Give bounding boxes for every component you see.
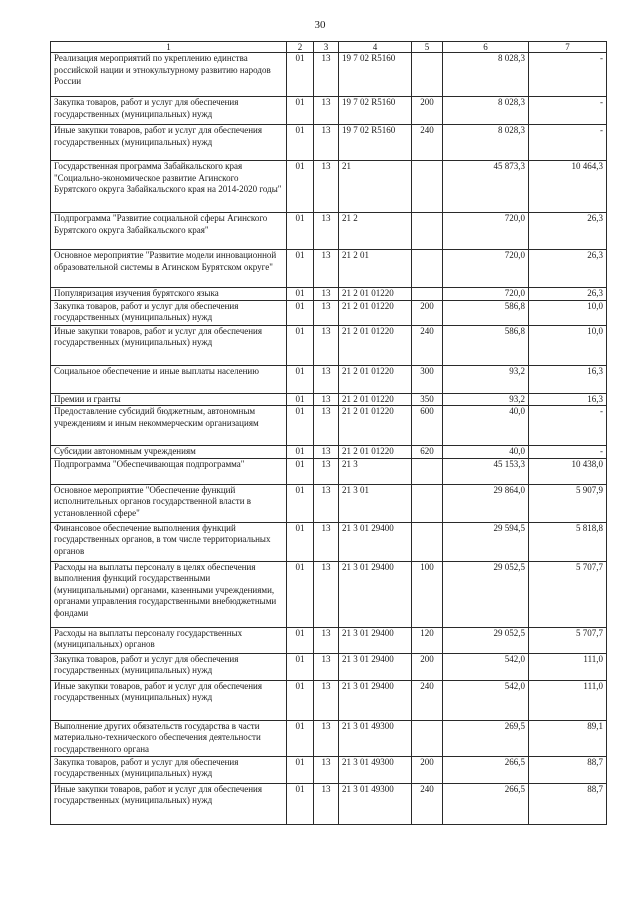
row-subsection-cell: 13 (314, 446, 339, 459)
table-row (51, 406, 607, 446)
row-amount-2-cell: 111,0 (529, 653, 607, 680)
table-row (51, 288, 607, 301)
row-section-cell: 01 (287, 325, 314, 365)
row-name-cell: Иные закупки товаров, работ и услуг для обеспечения государственных (муниципальных) нужд (51, 325, 287, 365)
column-header: 5 (412, 42, 443, 53)
row-subsection-cell: 13 (314, 484, 339, 522)
row-amount-cell: 93,2 (443, 393, 529, 406)
row-name-cell: Закупка товаров, работ и услуг для обеспечения государственных (муниципальных) нужд (51, 756, 287, 783)
row-expense-type-cell (412, 484, 443, 522)
row-name-cell: Закупка товаров, работ и услуг для обеспечения государственных (муниципальных) нужд (51, 300, 287, 325)
row-amount-cell: 586,8 (443, 300, 529, 325)
row-expense-type-cell: 240 (412, 125, 443, 161)
row-target-article-cell: 21 3 01 49300 (339, 756, 412, 783)
row-expense-type-cell (412, 720, 443, 756)
row-name-cell: Иные закупки товаров, работ и услуг для обеспечения государственных (муниципальных) нужд (51, 783, 287, 824)
table-row (51, 325, 607, 365)
row-section-cell: 01 (287, 161, 314, 213)
row-expense-type-cell: 200 (412, 653, 443, 680)
row-name-cell: Расходы на выплаты персоналу государственных (муниципальных) органов (51, 627, 287, 653)
row-expense-type-cell (412, 213, 443, 250)
column-header: 2 (287, 42, 314, 53)
row-amount-2-cell: 10,0 (529, 325, 607, 365)
row-amount-2-cell: 26,3 (529, 250, 607, 288)
row-amount-2-cell: - (529, 446, 607, 459)
row-amount-2-cell: 88,7 (529, 783, 607, 824)
row-amount-cell: 29 594,5 (443, 522, 529, 561)
row-expense-type-cell: 240 (412, 680, 443, 720)
row-expense-type-cell: 300 (412, 365, 443, 393)
row-amount-cell: 45 873,3 (443, 161, 529, 213)
row-target-article-cell: 21 2 (339, 213, 412, 250)
row-amount-2-cell: 5 818,8 (529, 522, 607, 561)
row-amount-cell: 720,0 (443, 213, 529, 250)
row-subsection-cell: 13 (314, 627, 339, 653)
column-header: 4 (339, 42, 412, 53)
table-row (51, 446, 607, 459)
row-amount-cell: 8 028,3 (443, 53, 529, 97)
row-section-cell: 01 (287, 300, 314, 325)
row-amount-2-cell: 16,3 (529, 393, 607, 406)
row-name-cell: Закупка товаров, работ и услуг для обеспечения государственных (муниципальных) нужд (51, 653, 287, 680)
row-amount-2-cell: 5 707,7 (529, 627, 607, 653)
row-amount-cell: 29 864,0 (443, 484, 529, 522)
row-subsection-cell: 13 (314, 213, 339, 250)
row-amount-cell: 720,0 (443, 250, 529, 288)
table-row (51, 561, 607, 627)
row-section-cell: 01 (287, 53, 314, 97)
row-name-cell: Подпрограмма "Обеспечивающая подпрограмма" (51, 458, 287, 484)
column-header: 3 (314, 42, 339, 53)
row-target-article-cell: 19 7 02 R5160 (339, 53, 412, 97)
row-subsection-cell: 13 (314, 680, 339, 720)
table-row (51, 484, 607, 522)
row-section-cell: 01 (287, 406, 314, 446)
row-section-cell: 01 (287, 250, 314, 288)
row-name-cell: Основное мероприятие "Развитие модели инновационной образовательной системы в Агинском Бурятском округе" (51, 250, 287, 288)
row-section-cell: 01 (287, 653, 314, 680)
row-target-article-cell: 21 3 01 49300 (339, 720, 412, 756)
row-target-article-cell: 21 2 01 01220 (339, 406, 412, 446)
row-section-cell: 01 (287, 720, 314, 756)
row-target-article-cell: 21 2 01 (339, 250, 412, 288)
row-target-article-cell: 21 3 01 29400 (339, 680, 412, 720)
row-expense-type-cell (412, 53, 443, 97)
row-name-cell: Реализация мероприятий по укреплению единства российской нации и этнокультурному развитию народов России (51, 53, 287, 97)
row-amount-2-cell: - (529, 53, 607, 97)
row-target-article-cell: 21 3 01 29400 (339, 627, 412, 653)
row-name-cell: Популяризация изучения бурятского языка (51, 288, 287, 301)
row-subsection-cell: 13 (314, 250, 339, 288)
row-expense-type-cell: 600 (412, 406, 443, 446)
row-amount-2-cell: 89,1 (529, 720, 607, 756)
row-section-cell: 01 (287, 561, 314, 627)
row-amount-cell: 29 052,5 (443, 561, 529, 627)
row-name-cell: Премии и гранты (51, 393, 287, 406)
row-expense-type-cell (412, 250, 443, 288)
row-target-article-cell: 21 3 01 29400 (339, 522, 412, 561)
row-expense-type-cell: 240 (412, 783, 443, 824)
row-amount-cell: 8 028,3 (443, 125, 529, 161)
table-row (51, 756, 607, 783)
table-header-row (51, 42, 607, 53)
row-section-cell: 01 (287, 458, 314, 484)
table-row (51, 653, 607, 680)
row-name-cell: Предоставление субсидий бюджетным, автономным учреждениям и иным некоммерческим организациям (51, 406, 287, 446)
row-section-cell: 01 (287, 783, 314, 824)
row-target-article-cell: 21 3 01 29400 (339, 653, 412, 680)
row-target-article-cell: 21 3 01 (339, 484, 412, 522)
row-name-cell: Основное мероприятие "Обеспечение функций исполнительных органов государственной власти в установленной сфере" (51, 484, 287, 522)
column-header: 6 (443, 42, 529, 53)
row-amount-cell: 542,0 (443, 653, 529, 680)
row-expense-type-cell: 350 (412, 393, 443, 406)
row-target-article-cell: 21 3 (339, 458, 412, 484)
row-amount-2-cell: - (529, 406, 607, 446)
table-row (51, 627, 607, 653)
row-amount-cell: 720,0 (443, 288, 529, 301)
row-section-cell: 01 (287, 365, 314, 393)
row-expense-type-cell: 100 (412, 561, 443, 627)
row-amount-cell: 29 052,5 (443, 627, 529, 653)
row-expense-type-cell (412, 522, 443, 561)
row-target-article-cell: 21 2 01 01220 (339, 325, 412, 365)
row-name-cell: Подпрограмма "Развитие социальной сферы Агинского Бурятского округа Забайкальского края" (51, 213, 287, 250)
row-section-cell: 01 (287, 756, 314, 783)
row-amount-cell: 40,0 (443, 446, 529, 459)
row-subsection-cell: 13 (314, 720, 339, 756)
row-section-cell: 01 (287, 97, 314, 125)
row-name-cell: Расходы на выплаты персоналу в целях обеспечения выполнения функций государственными (муниципальными) органами, казенными учреждениями, органами управления государственными внебюджетными фондами (51, 561, 287, 627)
row-amount-cell: 40,0 (443, 406, 529, 446)
row-amount-2-cell: 88,7 (529, 756, 607, 783)
row-section-cell: 01 (287, 213, 314, 250)
budget-table (50, 41, 607, 825)
row-name-cell: Государственная программа Забайкальского края "Социально-экономическое развитие Агинского Бурятского округа Забайкальского края на 2014-2020 годы" (51, 161, 287, 213)
row-subsection-cell: 13 (314, 756, 339, 783)
row-expense-type-cell: 200 (412, 300, 443, 325)
row-amount-2-cell: 16,3 (529, 365, 607, 393)
row-subsection-cell: 13 (314, 125, 339, 161)
row-name-cell: Социальное обеспечение и иные выплаты населению (51, 365, 287, 393)
row-target-article-cell: 21 (339, 161, 412, 213)
row-expense-type-cell: 200 (412, 97, 443, 125)
row-name-cell: Иные закупки товаров, работ и услуг для обеспечения государственных (муниципальных) нужд (51, 680, 287, 720)
row-name-cell: Иные закупки товаров, работ и услуг для обеспечения государственных (муниципальных) нужд (51, 125, 287, 161)
table-row (51, 161, 607, 213)
table-row (51, 522, 607, 561)
row-expense-type-cell (412, 288, 443, 301)
row-expense-type-cell: 620 (412, 446, 443, 459)
column-header: 7 (529, 42, 607, 53)
row-target-article-cell: 21 3 01 29400 (339, 561, 412, 627)
row-subsection-cell: 13 (314, 365, 339, 393)
row-expense-type-cell: 120 (412, 627, 443, 653)
table-row (51, 680, 607, 720)
row-subsection-cell: 13 (314, 161, 339, 213)
row-subsection-cell: 13 (314, 300, 339, 325)
row-name-cell: Финансовое обеспечение выполнения функций государственных органов, в том числе территориальных органов (51, 522, 287, 561)
row-subsection-cell: 13 (314, 406, 339, 446)
table-row (51, 393, 607, 406)
table-row (51, 53, 607, 97)
row-section-cell: 01 (287, 680, 314, 720)
table-row (51, 720, 607, 756)
row-amount-2-cell: 10 438,0 (529, 458, 607, 484)
row-target-article-cell: 21 2 01 01220 (339, 365, 412, 393)
row-subsection-cell: 13 (314, 288, 339, 301)
row-amount-2-cell: 26,3 (529, 288, 607, 301)
table-row (51, 125, 607, 161)
page-number: 30 (314, 19, 326, 31)
row-amount-cell: 8 028,3 (443, 97, 529, 125)
row-amount-2-cell: 5 707,7 (529, 561, 607, 627)
row-name-cell: Субсидии автономным учреждениям (51, 446, 287, 459)
row-target-article-cell: 19 7 02 R5160 (339, 125, 412, 161)
row-target-article-cell: 21 2 01 01220 (339, 393, 412, 406)
row-section-cell: 01 (287, 393, 314, 406)
table-row (51, 300, 607, 325)
row-subsection-cell: 13 (314, 53, 339, 97)
row-target-article-cell: 19 7 02 R5160 (339, 97, 412, 125)
row-subsection-cell: 13 (314, 653, 339, 680)
table-row (51, 365, 607, 393)
table-row (51, 250, 607, 288)
row-subsection-cell: 13 (314, 522, 339, 561)
row-amount-cell: 93,2 (443, 365, 529, 393)
row-amount-cell: 269,5 (443, 720, 529, 756)
row-amount-cell: 266,5 (443, 783, 529, 824)
table-row (51, 213, 607, 250)
row-target-article-cell: 21 2 01 01220 (339, 300, 412, 325)
row-section-cell: 01 (287, 288, 314, 301)
row-amount-2-cell: 26,3 (529, 213, 607, 250)
row-amount-2-cell: - (529, 97, 607, 125)
row-amount-cell: 586,8 (443, 325, 529, 365)
row-target-article-cell: 21 2 01 01220 (339, 446, 412, 459)
row-section-cell: 01 (287, 446, 314, 459)
row-subsection-cell: 13 (314, 783, 339, 824)
row-expense-type-cell: 200 (412, 756, 443, 783)
column-header: 1 (51, 42, 287, 53)
table-row (51, 97, 607, 125)
row-subsection-cell: 13 (314, 97, 339, 125)
row-name-cell: Выполнение других обязательств государства в части материально-технического обеспечения деятельности государственного органа (51, 720, 287, 756)
row-amount-cell: 45 153,3 (443, 458, 529, 484)
row-subsection-cell: 13 (314, 458, 339, 484)
row-subsection-cell: 13 (314, 393, 339, 406)
table-row (51, 783, 607, 824)
row-amount-2-cell: 10,0 (529, 300, 607, 325)
row-expense-type-cell (412, 458, 443, 484)
row-amount-2-cell: 5 907,9 (529, 484, 607, 522)
row-subsection-cell: 13 (314, 325, 339, 365)
table-row (51, 458, 607, 484)
row-amount-cell: 542,0 (443, 680, 529, 720)
row-section-cell: 01 (287, 484, 314, 522)
row-target-article-cell: 21 3 01 49300 (339, 783, 412, 824)
row-amount-2-cell: 111,0 (529, 680, 607, 720)
row-section-cell: 01 (287, 627, 314, 653)
row-amount-cell: 266,5 (443, 756, 529, 783)
row-target-article-cell: 21 2 01 01220 (339, 288, 412, 301)
row-amount-2-cell: - (529, 125, 607, 161)
row-subsection-cell: 13 (314, 561, 339, 627)
row-expense-type-cell: 240 (412, 325, 443, 365)
row-expense-type-cell (412, 161, 443, 213)
row-section-cell: 01 (287, 125, 314, 161)
row-amount-2-cell: 10 464,3 (529, 161, 607, 213)
row-name-cell: Закупка товаров, работ и услуг для обеспечения государственных (муниципальных) нужд (51, 97, 287, 125)
row-section-cell: 01 (287, 522, 314, 561)
